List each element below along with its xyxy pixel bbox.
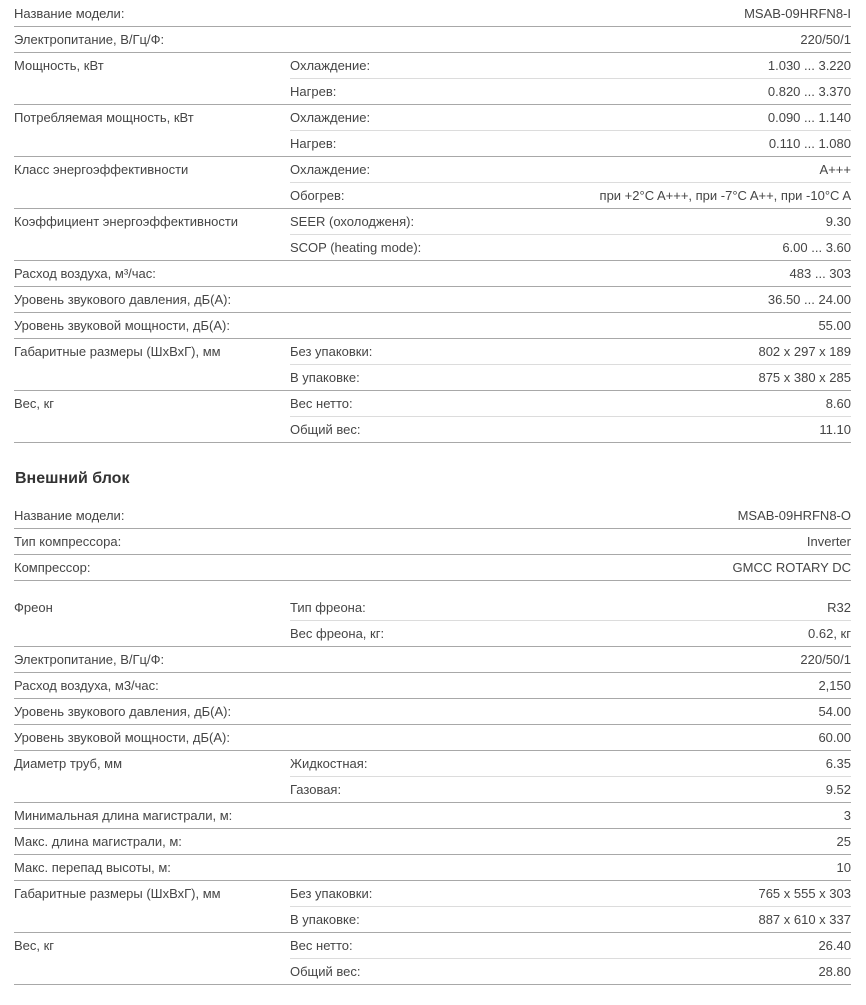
spec-group-rows	[290, 725, 851, 750]
spec-sub-label: SEER (охолодженя):	[290, 214, 415, 229]
spec-sub-label: Охлаждение:	[290, 110, 371, 125]
spec-group-rows	[290, 555, 851, 580]
spec-group	[14, 261, 851, 287]
spec-row	[290, 27, 851, 52]
spec-row	[290, 1, 851, 26]
spec-group-rows	[290, 157, 851, 208]
spec-row	[290, 287, 851, 312]
spec-row	[290, 906, 851, 932]
spec-row	[290, 503, 851, 528]
spec-group	[14, 829, 851, 855]
spec-row	[290, 776, 851, 802]
spec-group-label: Минимальная длина магистрали, м:	[14, 808, 233, 823]
spec-row	[290, 339, 851, 364]
spec-group-rows	[290, 751, 851, 802]
spec-sub-label: Вес нетто:	[290, 938, 353, 953]
spec-value: 1.030 ... 3.220	[767, 58, 851, 73]
spec-row	[290, 78, 851, 104]
spec-row	[290, 391, 851, 416]
spec-group-label: Макс. перепад высоты, м:	[14, 860, 171, 875]
spec-value: 6.35	[825, 756, 851, 771]
spec-group	[14, 1, 851, 27]
spec-group	[14, 751, 851, 803]
spec-value: 765 x 555 x 303	[758, 886, 851, 901]
outdoor-unit-heading: Внешний блок	[15, 470, 130, 487]
spec-group-label: Уровень звукового давления, дБ(А):	[14, 292, 232, 307]
spec-group	[14, 933, 851, 985]
spec-row	[290, 209, 851, 234]
spec-value: 0.110 ... 1.080	[768, 136, 851, 151]
spec-group-rows	[290, 503, 851, 528]
spec-row	[290, 555, 851, 580]
spec-row	[290, 803, 851, 828]
spec-group-rows	[290, 27, 851, 52]
spec-value: 6.00 ... 3.60	[782, 240, 851, 255]
spec-group-label: Вес, кг	[14, 938, 55, 953]
spec-group	[14, 699, 851, 725]
spec-group-label: Мощность, кВт	[14, 58, 104, 73]
spec-sub-label: Охлаждение:	[290, 58, 371, 73]
spec-value: 60.00	[818, 730, 851, 745]
spec-row	[290, 620, 851, 646]
spec-group	[14, 287, 851, 313]
spec-value: 25	[836, 834, 851, 849]
spec-group-label: Уровень звуковой мощности, дБ(А):	[14, 318, 230, 333]
spec-row	[290, 364, 851, 390]
spec-group	[14, 647, 851, 673]
spec-group-rows	[290, 803, 851, 828]
outdoor-unit-spec-table	[14, 503, 851, 985]
spec-value: 483 ... 303	[789, 266, 851, 281]
spec-group-label: Расход воздуха, м³/час:	[14, 266, 156, 281]
spec-value: при +2°C A+++, при -7°C A++, при -10°C A	[599, 188, 851, 203]
spec-value: A+++	[819, 162, 851, 177]
spec-value: 0.820 ... 3.370	[767, 84, 851, 99]
spec-group	[14, 855, 851, 881]
spec-value: 802 x 297 x 189	[758, 344, 851, 359]
spec-group-label: Расход воздуха, м3/час:	[14, 678, 159, 693]
spec-sub-label: SCOP (heating mode):	[290, 240, 422, 255]
spec-row	[290, 157, 851, 182]
spec-group-rows	[290, 647, 851, 672]
spec-group	[14, 313, 851, 339]
spec-group-rows	[290, 1, 851, 26]
spec-group-label: Фреон	[14, 600, 53, 615]
spec-group-rows	[290, 339, 851, 390]
spec-value: GMCC ROTARY DC	[732, 560, 851, 575]
spec-group	[14, 529, 851, 555]
spec-value: MSAB-09HRFN8-O	[737, 508, 851, 523]
spec-sub-label: Нагрев:	[290, 84, 337, 99]
spec-group-rows	[290, 209, 851, 260]
spec-group-label: Коэффициент энергоэффективности	[14, 214, 239, 229]
spec-sub-label: Нагрев:	[290, 136, 337, 151]
spec-sub-label: Вес фреона, кг:	[290, 626, 385, 641]
spec-value: 0.62, кг	[808, 626, 851, 641]
spec-group-label: Габаритные размеры (ШхВхГ), мм	[14, 344, 221, 359]
spec-group-rows	[290, 699, 851, 724]
spec-group-label: Электропитание, В/Гц/Ф:	[14, 652, 165, 667]
spec-group-rows	[290, 933, 851, 984]
spec-sub-label: Обогрев:	[290, 188, 345, 203]
spec-sub-label: Вес нетто:	[290, 396, 353, 411]
spec-row	[290, 130, 851, 156]
spec-value: 8.60	[825, 396, 851, 411]
spec-group-label: Компрессор:	[14, 560, 91, 575]
spec-row	[290, 829, 851, 854]
spec-group	[14, 503, 851, 529]
spec-sub-label: Общий вес:	[290, 964, 361, 979]
spec-value: 875 x 380 x 285	[758, 370, 851, 385]
spec-row	[290, 182, 851, 208]
spec-row	[290, 751, 851, 776]
spec-group-rows	[290, 529, 851, 554]
spec-row	[290, 855, 851, 880]
spec-group-label: Вес, кг	[14, 396, 55, 411]
spec-group-rows	[290, 313, 851, 338]
spec-group	[14, 157, 851, 209]
spec-group-label: Макс. длина магистрали, м:	[14, 834, 182, 849]
spec-group-rows	[290, 287, 851, 312]
spec-sub-label: Газовая:	[290, 782, 342, 797]
spec-row	[290, 313, 851, 338]
spec-group-label: Уровень звуковой мощности, дБ(А):	[14, 730, 230, 745]
spec-row	[290, 647, 851, 672]
spec-group-label: Тип компрессора:	[14, 534, 122, 549]
spec-row	[290, 725, 851, 750]
spec-group	[14, 391, 851, 443]
spec-group-label: Потребляемая мощность, кВт	[14, 110, 194, 125]
spec-row	[290, 234, 851, 260]
spec-value: MSAB-09HRFN8-I	[744, 6, 851, 21]
spec-group	[14, 209, 851, 261]
spec-group	[14, 881, 851, 933]
spec-group-label: Уровень звукового давления, дБ(А):	[14, 704, 232, 719]
spec-sub-label: Без упаковки:	[290, 886, 373, 901]
spec-group	[14, 725, 851, 751]
spec-value: 9.30	[825, 214, 851, 229]
spec-row	[290, 416, 851, 442]
spec-group	[14, 339, 851, 391]
spec-value: 36.50 ... 24.00	[767, 292, 851, 307]
spec-row	[290, 261, 851, 286]
spec-value: Inverter	[806, 534, 851, 549]
spec-group	[14, 27, 851, 53]
spec-row	[290, 673, 851, 698]
spec-sub-label: Общий вес:	[290, 422, 361, 437]
spec-value: 28.80	[818, 964, 851, 979]
spec-group-label: Диаметр труб, мм	[14, 756, 123, 771]
spec-group-rows	[290, 53, 851, 104]
spec-sub-label: В упаковке:	[290, 912, 360, 927]
spec-value: 220/50/1	[800, 32, 851, 47]
spec-group-rows	[290, 105, 851, 156]
spec-group-rows	[290, 391, 851, 442]
spec-group	[14, 53, 851, 105]
spec-row	[290, 881, 851, 906]
spec-row	[290, 105, 851, 130]
spec-value: 9.52	[825, 782, 851, 797]
spec-group	[14, 595, 851, 647]
indoor-unit-spec-table	[14, 1, 851, 443]
spec-row	[290, 958, 851, 984]
spec-group	[14, 803, 851, 829]
spec-row	[290, 53, 851, 78]
spec-value: 0.090 ... 1.140	[767, 110, 851, 125]
spec-group-rows	[290, 595, 851, 646]
spec-value: R32	[827, 600, 851, 615]
spec-value: 887 x 610 x 337	[758, 912, 851, 927]
spec-group-label: Электропитание, В/Гц/Ф:	[14, 32, 165, 47]
spec-row	[290, 529, 851, 554]
spec-group-rows	[290, 855, 851, 880]
spec-value: 2,150	[818, 678, 851, 693]
spec-sub-label: Охлаждение:	[290, 162, 371, 177]
spec-group-rows	[290, 881, 851, 932]
spec-value: 3	[843, 808, 851, 823]
spec-value: 11.10	[819, 422, 851, 437]
spec-value: 10	[836, 860, 851, 875]
spec-group	[14, 673, 851, 699]
spec-group-rows	[290, 829, 851, 854]
spec-row	[290, 699, 851, 724]
spec-group-label: Название модели:	[14, 508, 125, 523]
spec-group-label: Габаритные размеры (ШхВхГ), мм	[14, 886, 221, 901]
spec-row	[290, 595, 851, 620]
spec-sub-label: Без упаковки:	[290, 344, 373, 359]
spec-value: 55.00	[818, 318, 851, 333]
spec-group	[14, 105, 851, 157]
spec-group-label: Название модели:	[14, 6, 125, 21]
spec-group-rows	[290, 261, 851, 286]
spec-group	[14, 555, 851, 581]
spec-sub-label: Жидкостная:	[290, 756, 368, 771]
spec-sub-label: В упаковке:	[290, 370, 360, 385]
spec-sub-label: Тип фреона:	[290, 600, 366, 615]
spec-value: 220/50/1	[800, 652, 851, 667]
spec-group-label: Класс энергоэффективности	[14, 162, 189, 177]
spec-group-rows	[290, 673, 851, 698]
spec-value: 54.00	[818, 704, 851, 719]
spec-row	[290, 933, 851, 958]
spec-value: 26.40	[818, 938, 851, 953]
